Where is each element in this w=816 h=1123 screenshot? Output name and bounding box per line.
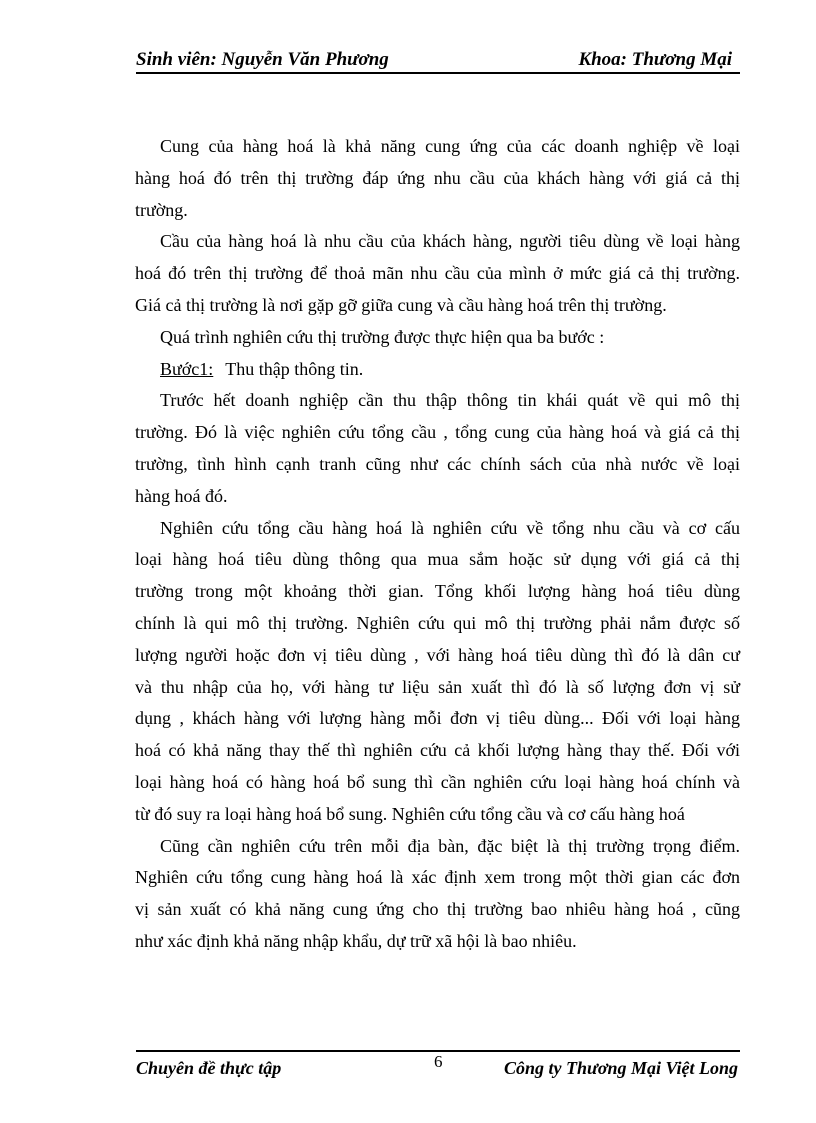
text-line: Cầu của hàng hoá là nhu cầu của khách hàng, người tiêu dùng về loại hàng [160, 231, 740, 252]
text-line: trường. [135, 199, 188, 220]
text-line: Trước hết doanh nghiệp cần thu thập thông tin khái quát về qui mô thị [160, 390, 740, 411]
text-line: Giá cả thị trường là nơi gặp gỡ giữa cung và cầu hàng hoá trên thị trường. [135, 294, 667, 315]
text-line: vị sản xuất có khả năng cung ứng cho thị trường bao nhiêu hàng hoá , cũng [135, 899, 740, 920]
step-label: Bước1: [160, 358, 214, 379]
text-line: hàng hoá đó trên thị trường đáp ứng nhu cầu của khách hàng với giá cả thị [135, 167, 740, 188]
text-line: Cung của hàng hoá là khả năng cung ứng của các doanh nghiệp về loại [160, 136, 740, 156]
text-line: loại hàng hoá tiêu dùng thông qua mua sắm hoặc sử dụng với giá cả thị [135, 549, 740, 570]
page-footer [136, 1050, 740, 1082]
text-line: chính là qui mô thị trường. Nghiên cứu qui mô thị trường phải nắm được số [135, 612, 740, 633]
text-line: dụng , khách hàng với lượng hàng mỗi đơn vị tiêu dùng... Đối với loại hàng [135, 708, 740, 729]
step-text: Thu thập thông tin. [225, 358, 364, 379]
footer-left: Chuyên đề thực tập [136, 1058, 282, 1078]
text-line: như xác định khả năng nhập khẩu, dự trữ xã hội là bao nhiêu. [135, 930, 577, 951]
text-line: hoá đó trên thị trường để thoả mãn nhu cầu của mình ở mức giá cả thị trường. [135, 263, 740, 284]
text-line: hàng hoá đó. [135, 485, 228, 506]
text-line: trường trong một khoảng thời gian. Tổng khối lượng hàng hoá tiêu dùng [135, 581, 740, 602]
text-line: và thu nhập của họ, với hàng tư liệu sản xuất thì đó là số lượng đơn vị sử [135, 676, 740, 697]
text-line: Nghiên cứu tổng cung hàng hoá là xác định xem trong một thời gian các đơn [135, 867, 740, 888]
text-line: Quá trình nghiên cứu thị trường được thực hiện qua ba bước : [160, 326, 605, 347]
header-student: Sinh viên: Nguyễn Văn Phương [136, 49, 389, 70]
text-line: trường, tình hình cạnh tranh cũng như các chính sách của nhà nước về loại [135, 453, 740, 474]
text-line: Nghiên cứu tổng cầu hàng hoá là nghiên cứu về tổng nhu cầu và cơ cấu [160, 517, 740, 538]
text-line: lượng người hoặc đơn vị tiêu dùng , với hàng hoá tiêu dùng thì đó là dân cư [135, 644, 740, 665]
text-line: hoá có khả năng thay thế thì nghiên cứu cả khối lượng hàng thay thế. Đối với [135, 740, 740, 761]
text-line: loại hàng hoá có hàng hoá bổ sung thì cần nghiên cứu loại hàng hoá chính và [135, 771, 740, 792]
step-line [135, 354, 740, 386]
footer-right: Công ty Thương Mại Việt Long [504, 1058, 738, 1078]
body-text [135, 131, 740, 958]
page-header [136, 48, 740, 74]
text-line: Cũng cần nghiên cứu trên mỗi địa bàn, đặc biệt là thị trường trọng điểm. [160, 835, 740, 856]
page-number: 6 [434, 1052, 443, 1071]
text-line: từ đó suy ra loại hàng hoá bổ sung. Nghiên cứu tổng cầu và cơ cấu hàng hoá [135, 803, 685, 824]
text-line: trường. Đó là việc nghiên cứu tổng cầu , tổng cung của hàng hoá và giá cả thị [135, 422, 740, 443]
header-faculty: Khoa: Thương Mại [578, 49, 732, 70]
